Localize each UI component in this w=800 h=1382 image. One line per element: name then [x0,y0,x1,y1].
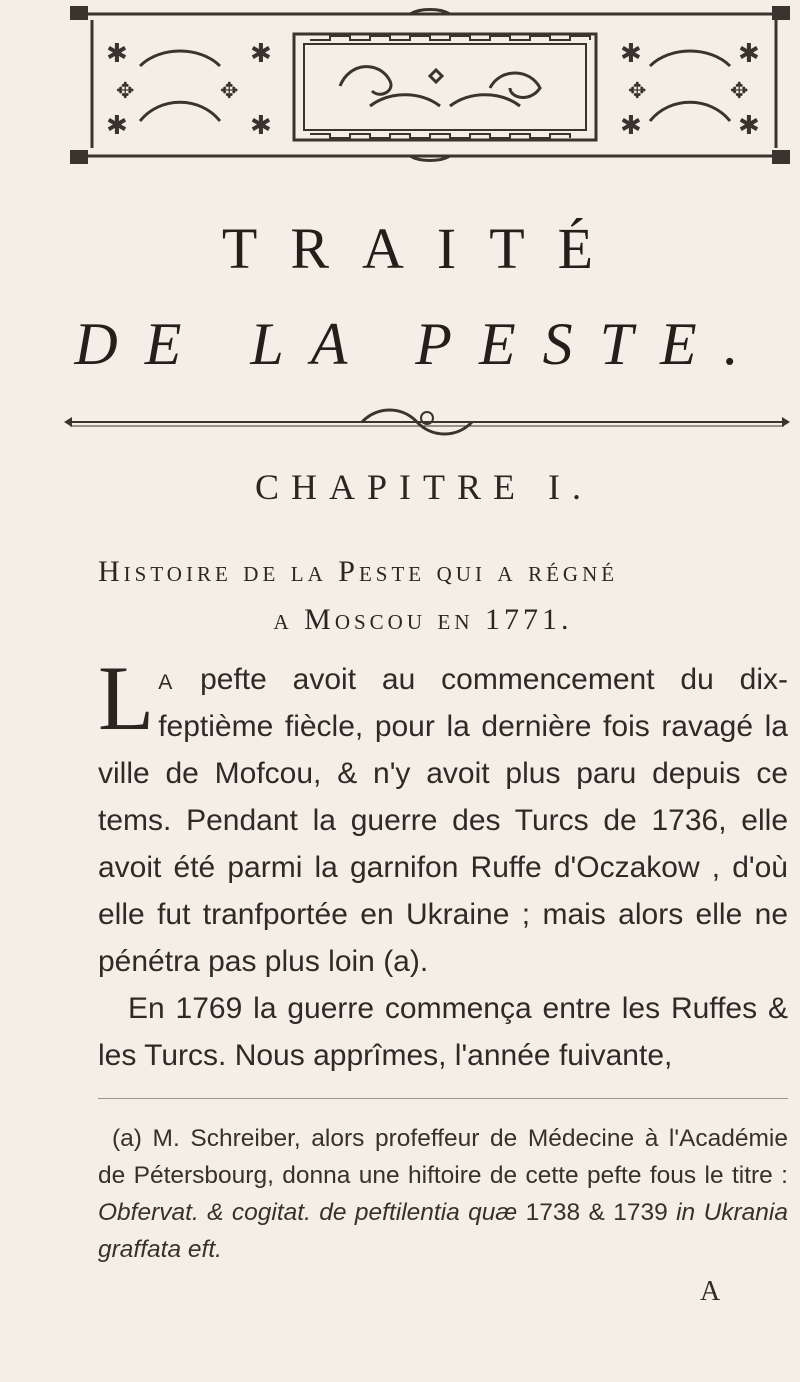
svg-text:✱: ✱ [738,39,760,69]
chapter-heading: CHAPITRE I. [255,467,593,507]
svg-text:✥: ✥ [220,79,239,104]
paragraph-1 [98,647,788,985]
svg-text:✱: ✱ [620,111,642,141]
footnote-italic-end: in Ukrania graffata eft. [98,1199,788,1263]
svg-text:✱: ✱ [738,111,760,141]
ornamental-rule [62,402,792,442]
first-word-rest: a [158,663,175,696]
section-heading-line1: Histoire de la Peste qui a régné [98,555,619,588]
svg-text:✥: ✥ [116,79,135,104]
svg-text:✥: ✥ [730,79,749,104]
page-title: TRAITÉ [221,216,627,281]
svg-text:✱: ✱ [250,111,272,141]
footnote-text: M. Schreiber, alors profeffeur de Médecine à l'Académie de Pétersbourg, donna une hiftoire de cette pefte fous le titre : [98,1125,788,1189]
ornamental-rule-graphic [62,402,792,442]
section-heading-line2: a Moscou en 1771. [273,603,573,636]
catchword: A [700,1276,721,1307]
svg-text:✱: ✱ [106,111,128,141]
footnote-italic-title: Obfervat. & cogitat. de peftilentia quæ [98,1199,518,1226]
footnote-divider [98,1098,788,1099]
footnote-mark: (a) [112,1125,142,1152]
svg-text:✱: ✱ [250,39,272,69]
svg-text:✱: ✱ [620,39,642,69]
ornament-band-graphic [70,6,790,164]
page-subtitle: DE LA PESTE. [74,311,766,377]
svg-text:✥: ✥ [628,79,647,104]
footnote [98,1120,788,1268]
body-text [98,647,788,1079]
svg-text:✱: ✱ [106,39,128,69]
section-heading [98,548,788,644]
footnote-years: 1738 & 1739 [517,1199,677,1226]
ornamental-header-band [70,6,790,164]
drop-cap: L [98,647,155,749]
paragraph-2: En 1769 la guerre commença entre les Ruffes & les Turcs. Nous apprîmes, l'année fuivante, [98,992,788,1072]
paragraph-1-text: pefte avoit au commencement du dix-feptième fiècle, pour la dernière fois ravagé la ville de Mofcou, & n'y avoit plus paru depuis ce tems. Pendant la guerre des Turcs de 1736, elle avoit été parmi la garnifon Ruffe d'Oczakow , d'où elle fut tranfportée en Ukraine ; mais alors elle ne pénétra pas plus loin (a). [98,663,788,978]
